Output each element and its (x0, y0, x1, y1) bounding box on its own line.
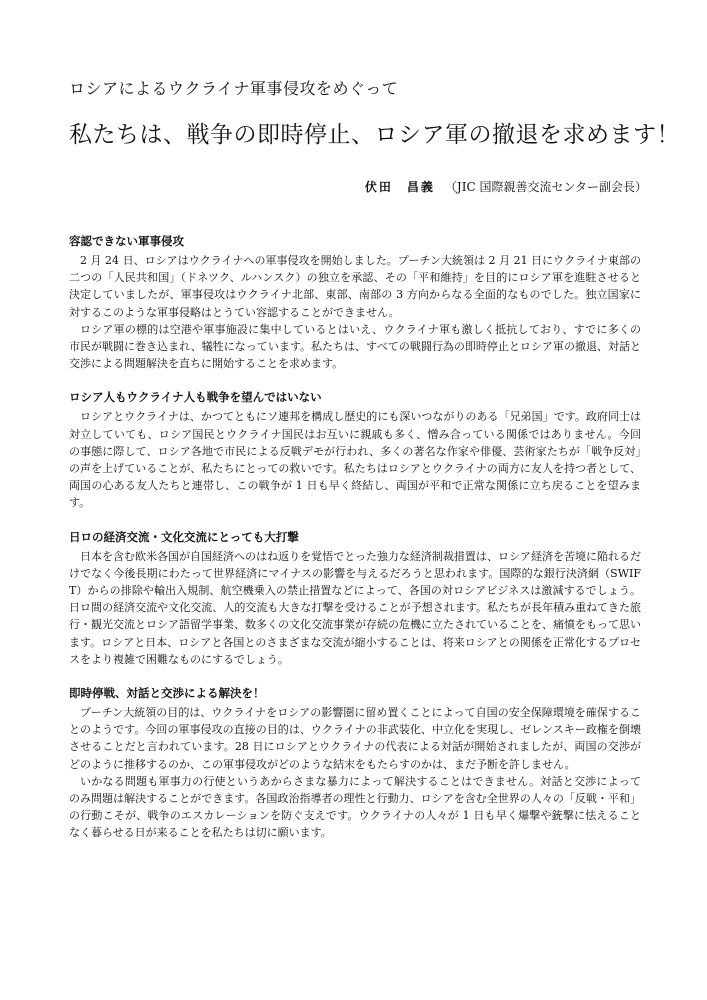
author-affiliation: （JIC 国際親善交流センター副会長） (444, 180, 647, 194)
paragraph: 2 月 24 日、ロシアはウクライナへの軍事侵攻を開始しました。プーチン大統領は 2 月 21 日にウクライナ東部の二つの「人民共和国」（ドネツク、ルハンスク）の独立を承認、その「平和維持」を目的にロシア軍を進駐させると決定していましたが、軍事侵攻はウクライナ北部、東部、南部の 3 方向からなる全面的なものでした。独立国家に対するこのような軍事侵略はとうてい容認することができません。 (69, 254, 641, 319)
section-heading: 容認できない軍事侵攻 (69, 234, 184, 248)
article-body (69, 233, 641, 859)
section-heading: 日ロの経済交流・文化交流にとっても大打撃 (69, 529, 299, 544)
author-name: 伏田 昌義 (364, 180, 435, 194)
section-ceasefire-dialogue (69, 685, 641, 842)
paragraph: ロシア軍の標的は空港や軍事施設に集中しているとはいえ、ウクライナ軍も激しく抵抗しており、すでに多くの市民が戦闘に巻き込まれ、犠牲になっています。私たちは、すべての戦闘行為の即時停止とロシア軍の撤退、対話と交渉による問題解決を直ちに開始することを求めます。 (69, 322, 641, 371)
section-unacceptable-invasion (69, 233, 641, 372)
section-heading: 即時停戦、対話と交渉による解決を！ (69, 686, 265, 701)
paragraph: いかなる問題も軍事力の行使というあからさまな暴力によって解決することはできません。対話と交渉によってのみ問題は解決することができます。各国政治指導者の理性と行動力、ロシアを含む全世界の人々の「反戦・平和」の行動こそが、戦争のエスカレーションを防ぐ支えです。ウクライナの人々が 1 日も早く爆撃や銃撃に怯えることなく暮らせる日が来ることを私たちは切に願います。 (69, 774, 641, 840)
paragraph: プーチン大統領の目的は、ウクライナをロシアの影響圏に留め置くことによって自国の安全保障環境を確保することのようです。今回の軍事侵攻の直接の目的は、ウクライナの非武装化、中立化を実現し、ゼレンスキー政権を倒壊させることだと言われています。28 日にロシアとウクライナの代表による対話が開始されましたが、両国の交渉がどのように推移するのか、この軍事侵攻がどのような結末をもたらすのかは、まだ予断を許しません。 (69, 706, 641, 771)
author-line (365, 178, 647, 195)
document-subtitle: ロシアによるウクライナ軍事侵攻をめぐって (69, 79, 399, 98)
document-title: 私たちは、戦争の即時停止、ロシア軍の撤退を求めます！ (69, 122, 680, 148)
paragraph: 日本を含む欧米各国が自国経済へのはね返りを覚悟でとった強力な経済制裁措置は、ロシア経済を苦境に陥れるだけでなく今後長期にわたって世界経済にマイナスの影響を与えるだろうと思われます。国際的な銀行決済網（SWIFT）からの排除や輸出入規制、航空機乗入の禁止措置などによって、各国の対ロシアビジネスは激減するでしょう。日ロ間の経済交流や文化交流、人的交流も大きな打撃を受けることが予想されます。私たちが長年積み重ねてきた旅行・観光交流とロシア語留学事業、数多くの文化交流事業が存続の危機に立たされていることを、痛憤をもって思います。ロシアと日本、ロシアと各国とのさまざまな交流が縮小することは、将来ロシアとの関係を正常化するプロセスをより複雑で困難なものにするでしょう。 (69, 549, 641, 666)
section-exchange-impact (69, 529, 641, 668)
paragraph: ロシアとウクライナは、かつてともにソ連邦を構成し歴史的にも深いつながりのある「兄弟国」です。政府同士は対立していても、ロシア国民とウクライナ国民はお互いに親戚も多く、憎み合っている関係ではありません。今回の事態に際して、ロシア各地で市民による反戦デモが行われ、多くの著名な作家や俳優、芸術家たちが「戦争反対」の声を上げていることが、私たちにとっての救いです。私たちはロシアとウクライナの両方に友人を持つ者として、両国の心ある友人たちと連帯し、この戦争が 1 日も早く終結し、両国が平和で正常な関係に立ち戻ることを望みます。 (69, 410, 641, 510)
section-heading: ロシア人もウクライナ人も戦争を望んではいない (69, 390, 322, 405)
section-people-dont-want-war (69, 389, 641, 511)
